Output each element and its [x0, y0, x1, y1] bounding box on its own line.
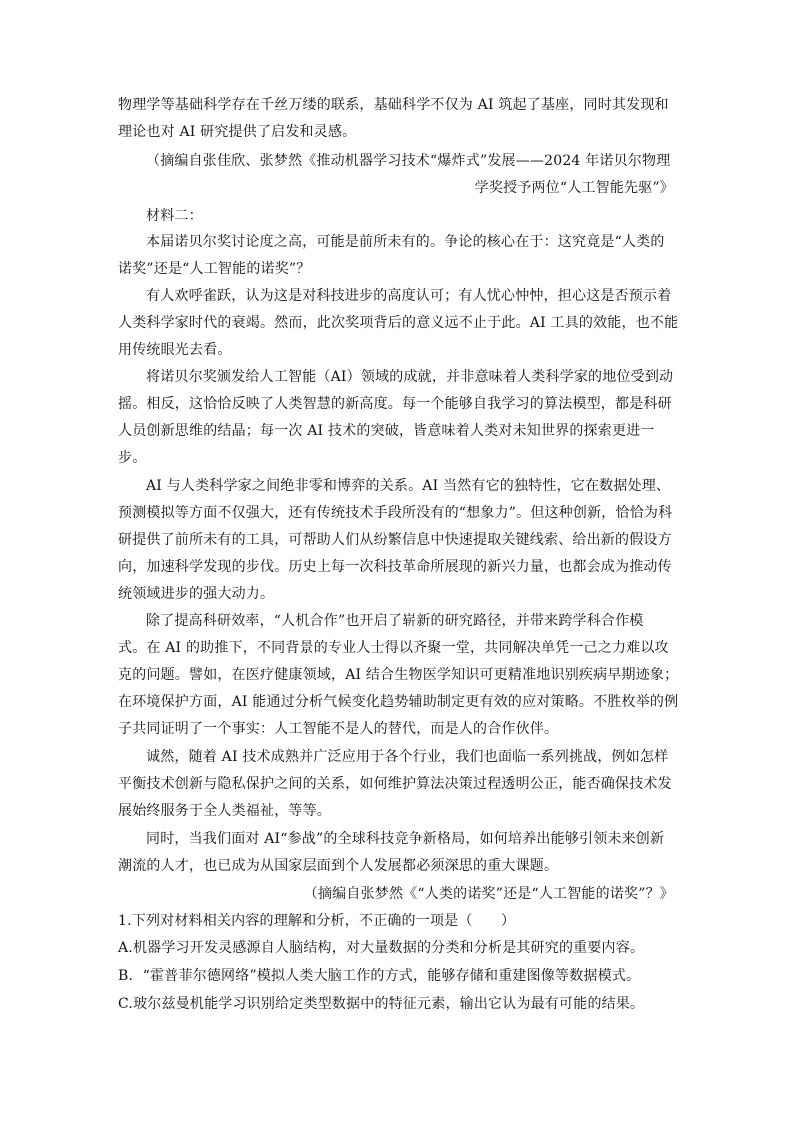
question-stem: 1.下列对材料相关内容的理解和分析，不正确的一项是（ ）	[118, 913, 516, 929]
paragraph-line: 将诺贝尔奖颁发给人工智能（AI）领域的成就，并非意味着人类科学家的地位受到动	[146, 369, 674, 385]
answer-option-c: C.玻尔兹曼机能学习识别给定类型数据中的特征元素，输出它认为最有可能的结果。	[118, 996, 645, 1012]
paragraph-line: 克的问题。譬如，在医疗健康领域，AI 结合生物医学知识可更精准地识别疾病早期迹象；	[118, 667, 679, 683]
paragraph-line: 步。	[118, 450, 147, 466]
citation-line: （摘编自张佳欣、张梦然《推动机器学习技术“爆炸式”发展——2024 年诺贝尔物理	[146, 153, 671, 169]
paragraph-line: 统领域进步的强大动力。	[118, 586, 275, 602]
paragraph-line: 向，加速科学发现的步伐。历史上每一次科技革命所展现的新兴力量，也都会成为推动传	[118, 559, 672, 575]
paragraph-line: 子共同证明了一个事实：人工智能不是人的替代，而是人的合作伙伴。	[118, 721, 559, 737]
paragraph-line: 在环境保护方面，AI 能通过分析气候变化趋势辅助制定更有效的应对策略。不胜枚举的例	[118, 694, 679, 710]
paragraph-line: AI 与人类科学家之间绝非零和博弈的关系。AI 当然有它的独特性，它在数据处理、	[146, 478, 671, 494]
paragraph-line: 展始终服务于全人类福祉，等等。	[118, 803, 331, 819]
paragraph-line: 理论也对 AI 研究提供了启发和灵感。	[118, 124, 357, 140]
paragraph-line: 平衡技术创新与隐私保护之间的关系，如何维护算法决策过程透明公正，能否确保技术发	[118, 776, 672, 792]
paragraph-line: 除了提高科研效率，“人机合作”也开启了崭新的研究路径，并带来跨学科合作模	[146, 613, 644, 629]
section-heading: 材料二：	[146, 208, 203, 224]
paragraph-line: 用传统眼光去看。	[118, 342, 232, 358]
paragraph-line: 有人欢呼雀跃，认为这是对科技进步的高度认可；有人忧心忡忡，担心这是否预示着	[146, 288, 672, 304]
answer-option-a: A.机器学习开发灵感源自人脑结构，对大量数据的分类和分析是其研究的重要内容。	[118, 940, 645, 956]
paragraph-line: 预测模拟等方面不仅强大，还有传统技术手段所没有的“想象力”。但这种创新，恰恰为科	[118, 505, 673, 521]
paragraph-line: 摇。相反，这恰恰反映了人类智慧的新高度。每一个能够自我学习的算法模型，都是科研	[118, 396, 672, 412]
paragraph-line: 式。在 AI 的助推下，不同背景的专业人士得以齐聚一堂，共同解决单凭一己之力难以攻	[118, 640, 669, 656]
citation-line: 学奖授予两位“人工智能先驱”》	[474, 180, 674, 196]
paragraph-line: 诺奖”还是“人工智能的诺奖”？	[118, 261, 311, 277]
citation-line: （摘编自张梦然《“人类的诺奖”还是“人工智能的诺奖”？》	[303, 886, 674, 902]
paragraph-line: 同时，当我们面对 AI“参战”的全球科技竞争新格局，如何培养出能够引领未来创新	[146, 831, 665, 847]
paragraph-line: 诚然，随着 AI 技术成熟并广泛应用于各个行业，我们也面临一系列挑战，例如怎样	[146, 749, 669, 765]
paragraph-line: 人员创新思维的结晶；每一次 AI 技术的突破，皆意味着人类对未知世界的探索更进一	[118, 423, 655, 439]
paragraph-line: 物理学等基础科学存在千丝万缕的联系，基础科学不仅为 AI 筑起了基座，同时其发现和	[118, 97, 669, 113]
paragraph-line: 研提供了前所未有的工具，可帮助人们从纷繁信息中快速提取关键线索、给出新的假设方	[118, 532, 672, 548]
answer-option-b: B．“霍普菲尔德网络”模拟人类大脑工作的方式，能够存储和重建图像等数据模式。	[118, 968, 641, 984]
paragraph-line: 潮流的人才，也已成为从国家层面到个人发展都必须深思的重大课题。	[118, 858, 559, 874]
paragraph-line: 人类科学家时代的衰竭。然而，此次奖项背后的意义远不止于此。AI 工具的效能，也不能	[118, 315, 679, 331]
paragraph-line: 本届诺贝尔奖讨论度之高，可能是前所未有的。争论的核心在于：这究竟是“人类的	[146, 234, 665, 250]
